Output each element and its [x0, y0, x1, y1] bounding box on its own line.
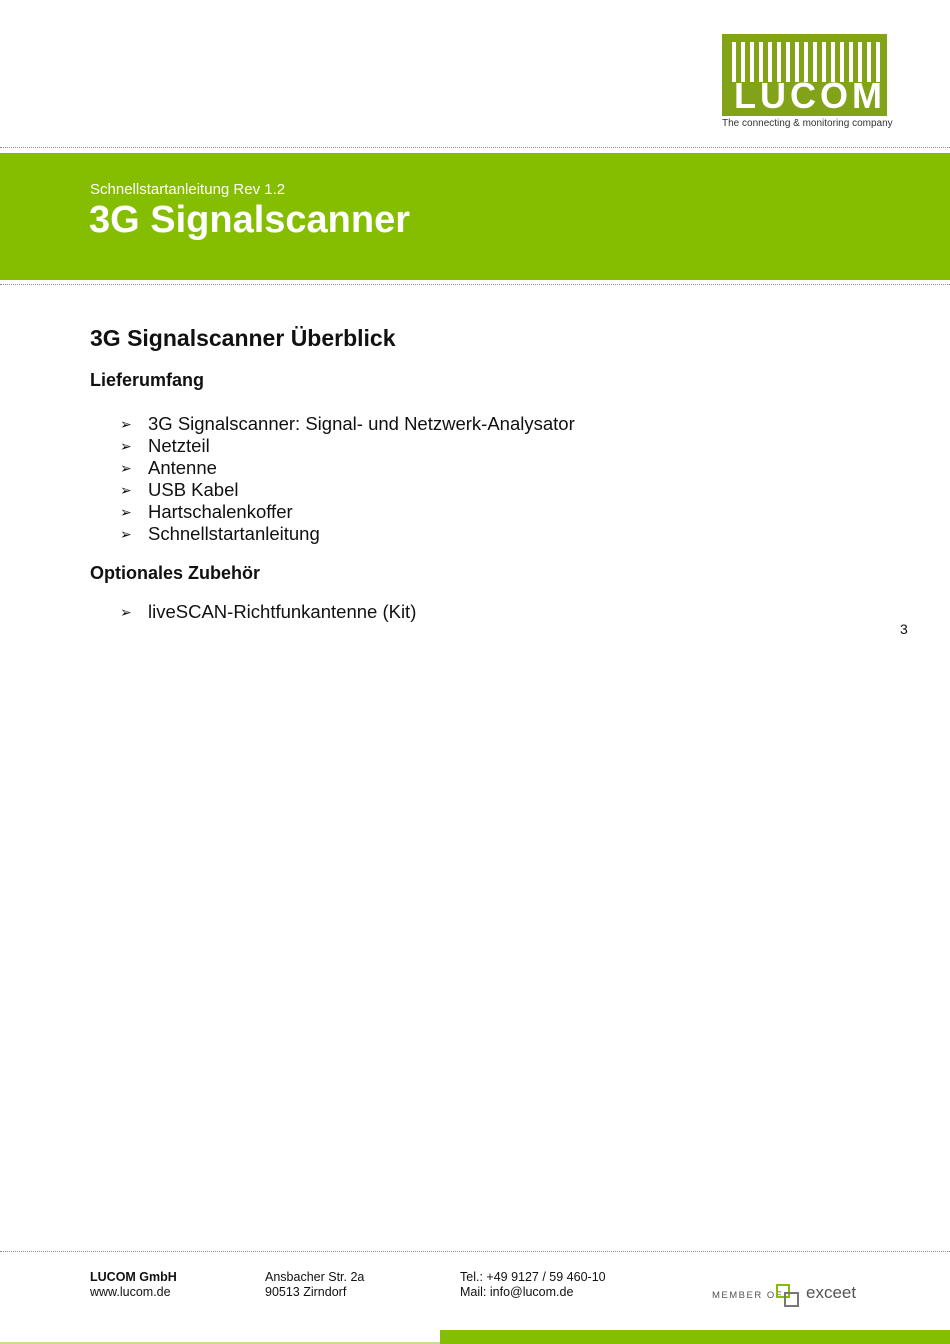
- member-brand: exceet: [806, 1283, 857, 1302]
- footer-green-bar: [440, 1330, 950, 1344]
- logo-word: LUCOM: [734, 75, 886, 116]
- arrowhead-bullet-icon: ➢: [120, 504, 132, 520]
- footer-website: www.lucom.de: [90, 1285, 171, 1299]
- arrowhead-bullet-icon: ➢: [120, 526, 132, 542]
- subheading-zubehoer: Optionales Zubehör: [90, 563, 261, 583]
- list-item: ➢ liveSCAN-Richtfunkantenne (Kit): [120, 601, 417, 622]
- exceet-squares-icon: [776, 1284, 800, 1308]
- footer-company: LUCOM GmbH: [90, 1270, 177, 1284]
- document-subtitle: Schnellstartanleitung Rev 1.2: [90, 181, 286, 198]
- footer-address-block: [265, 1270, 364, 1300]
- list-item: ➢ Schnellstartanleitung: [120, 523, 320, 544]
- footer-phone: Tel.: +49 9127 / 59 460-10: [460, 1270, 606, 1284]
- section-heading: 3G Signalscanner Überblick: [90, 325, 396, 351]
- page-number: 3: [900, 621, 908, 637]
- arrowhead-bullet-icon: ➢: [120, 416, 132, 432]
- logo-tagline: The connecting & monitoring company: [722, 118, 893, 129]
- arrowhead-bullet-icon: ➢: [120, 604, 132, 620]
- logo-box: [722, 34, 887, 116]
- divider-footer: [0, 1251, 950, 1252]
- lucom-logo: [722, 34, 893, 132]
- footer-company-block: [90, 1270, 177, 1300]
- list-item: ➢ USB Kabel: [120, 479, 239, 500]
- footer-contact-block: [460, 1270, 606, 1300]
- list-item: ➢ Hartschalenkoffer: [120, 501, 293, 522]
- arrowhead-bullet-icon: ➢: [120, 438, 132, 454]
- title-banner: [0, 153, 950, 280]
- list-zubehoer: [120, 601, 416, 623]
- list-item: ➢ 3G Signalscanner: Signal- und Netzwerk-Analysator: [120, 413, 575, 434]
- member-label: MEMBER OF: [712, 1290, 784, 1301]
- arrowhead-bullet-icon: ➢: [120, 460, 132, 476]
- list-lieferumfang: [120, 413, 575, 545]
- footer-city: 90513 Zirndorf: [265, 1285, 347, 1299]
- footer-street: Ansbacher Str. 2a: [265, 1270, 365, 1284]
- arrowhead-bullet-icon: ➢: [120, 482, 132, 498]
- document-title: 3G Signalscanner: [89, 199, 411, 241]
- subheading-lieferumfang: Lieferumfang: [90, 370, 205, 390]
- divider-banner: [0, 284, 950, 285]
- list-item: ➢ Netzteil: [120, 435, 210, 456]
- divider-top: [0, 147, 950, 148]
- footer-mail: Mail: info@lucom.de: [460, 1285, 574, 1299]
- member-of-exceet-logo: [712, 1282, 877, 1308]
- list-item: ➢ Antenne: [120, 457, 217, 478]
